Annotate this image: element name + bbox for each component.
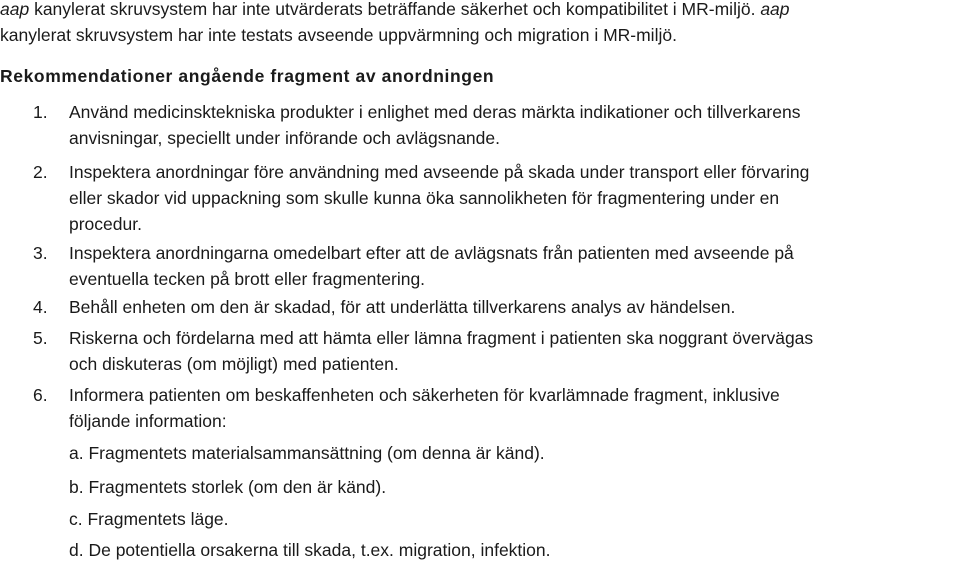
list-item-text (69, 294, 959, 320)
list-item-line: Inspektera anordningar före användning med avseende på skada under transport eller förvaring (69, 162, 810, 182)
sub-list-item-text (69, 537, 959, 563)
section-heading: Rekommendationer angående fragment av anordningen (0, 66, 495, 86)
list-item-line: Riskerna och fördelarna med att hämta eller lämna fragment i patienten ska noggrant övervägas (69, 328, 814, 348)
sub-list-item-line: a. Fragmentets materialsammansättning (om denna är känd). (69, 443, 545, 463)
brand-name-italic: aap (0, 0, 30, 19)
list-item-line: eventuella tecken på brott eller fragmentering. (69, 269, 426, 289)
sub-list-item-text (69, 474, 959, 500)
list-item-number: 1. (33, 102, 48, 122)
intro-line-2: kanylerat skruvsystem har inte testats avseende uppvärmning och migration i MR-miljö. (0, 25, 677, 45)
brand-name-italic: aap (760, 0, 790, 19)
list-item-text (69, 159, 959, 237)
intro-line-1-text: kanylerat skruvsystem har inte utvärderats beträffande säkerhet och kompatibilitet i MR-miljö. (29, 0, 761, 19)
list-item-text (69, 240, 959, 292)
list-item-line: Behåll enheten om den är skadad, för att underlätta tillverkarens analys av händelsen. (69, 297, 736, 317)
list-item-number: 4. (33, 297, 48, 317)
list-item-line: och diskuteras (om möjligt) med patienten. (69, 354, 399, 374)
intro-line-1 (0, 0, 955, 22)
sub-list-item-line: b. Fragmentets storlek (om den är känd). (69, 477, 387, 497)
list-item-text (69, 99, 959, 151)
list-item-line: följande information: (69, 411, 227, 431)
list-item-line: eller skador vid uppackning som skulle kunna öka sannolikheten för fragmentering under en (69, 188, 780, 208)
sub-list-item-text (69, 506, 959, 532)
list-item-line: Använd medicinsktekniska produkter i enlighet med deras märkta indikationer och tillverkarens (69, 102, 801, 122)
list-item-number: 3. (33, 243, 48, 263)
intro-paragraph (0, 0, 955, 48)
list-item-line: Inspektera anordningarna omedelbart efter att de avlägsnats från patienten med avseende på (69, 243, 794, 263)
list-item-line: procedur. (69, 214, 142, 234)
sub-list-item-text (69, 440, 959, 466)
list-item-number: 2. (33, 162, 48, 182)
sub-list-item-line: c. Fragmentets läge. (69, 509, 229, 529)
list-item-number: 6. (33, 385, 48, 405)
sub-list-item-line: d. De potentiella orsakerna till skada, t.ex. migration, infektion. (69, 540, 551, 560)
list-item-line: Informera patienten om beskaffenheten och säkerheten för kvarlämnade fragment, inklusive (69, 385, 780, 405)
list-item-text (69, 382, 959, 434)
list-item-text (69, 325, 959, 377)
list-item-number: 5. (33, 328, 48, 348)
list-item-line: anvisningar, speciellt under införande och avlägsnande. (69, 128, 500, 148)
